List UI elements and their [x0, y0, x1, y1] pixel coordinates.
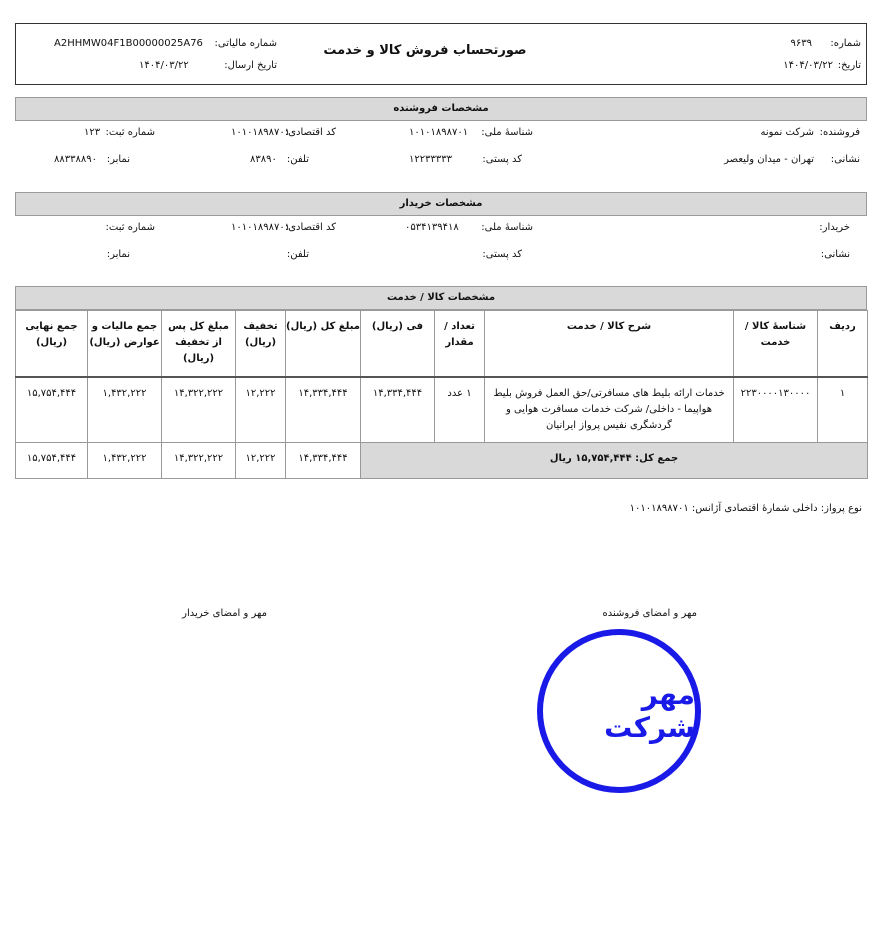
col-header-unit-price: فی (ریال): [361, 311, 435, 377]
seller-name-label: فروشنده:: [819, 127, 860, 138]
seller-phone-label: تلفن:: [286, 154, 309, 165]
seller-name-value: شرکت نمونه: [760, 127, 814, 138]
flight-note: نوع پرواز: داخلی شمارهٔ اقتصادی آژانس: ۱۰۱۰۱۸۹۸۷۰۱: [629, 503, 862, 514]
cell-after-discount: ۱۴,۳۲۲,۲۲۲: [162, 377, 236, 443]
company-stamp: [537, 629, 701, 793]
buyer-phone-label: تلفن:: [286, 249, 309, 260]
buyer-signature-label: مهر و امضای خریدار: [182, 608, 267, 619]
col-header-quantity: تعداد / مقدار: [435, 311, 485, 377]
invoice-date-label: تاریخ:: [837, 60, 861, 71]
summary-tax: ۱,۴۳۲,۲۲۲: [88, 443, 162, 479]
buyer-address-label: نشانی:: [820, 249, 850, 260]
col-header-discount: تخفیف (ریال): [236, 311, 286, 377]
invoice-title: صورتحساب فروش کالا و خدمت: [323, 43, 527, 58]
buyer-section-title: مشخصات خریدار: [15, 192, 867, 216]
col-header-after-discount: مبلغ کل پس از تخفیف (ریال): [162, 311, 236, 377]
table-row: [16, 377, 868, 443]
cell-final: ۱۵,۷۵۴,۴۴۴: [16, 377, 88, 443]
send-date-label: تاریخ ارسال:: [224, 60, 277, 71]
seller-economic-code-label: کد اقتصادی:: [284, 127, 336, 138]
cell-unit-price: ۱۴,۳۳۴,۴۴۴: [361, 377, 435, 443]
seller-section-title: مشخصات فروشنده: [15, 97, 867, 121]
seller-phone-value: ۸۳۸۹۰: [250, 154, 277, 165]
seller-economic-code-value: ۱۰۱۰۱۸۹۸۷۰۱: [231, 127, 291, 138]
cell-row-no: ۱: [818, 377, 868, 443]
buyer-economic-code-value: ۱۰۱۰۱۸۹۸۷۰۱: [231, 222, 291, 233]
col-header-row-no: ردیف: [818, 311, 868, 377]
seller-address-value: تهران - میدان ولیعصر: [724, 154, 814, 165]
col-header-final: جمع نهایی (ریال): [16, 311, 88, 377]
seller-address-label: نشانی:: [830, 154, 860, 165]
seller-registration-label: شماره ثبت:: [105, 127, 155, 138]
tax-number-value: A2HHMW04F1B00000025A76: [54, 38, 203, 49]
col-header-description: شرح کالا / خدمت: [485, 311, 734, 377]
seller-fax-label: نمابر:: [106, 154, 130, 165]
seller-postal-code-label: کد پستی:: [482, 154, 522, 165]
buyer-postal-code-label: کد پستی:: [482, 249, 522, 260]
invoice-number-value: ۹۶۳۹: [790, 38, 812, 49]
summary-final: ۱۵,۷۵۴,۴۴۴: [16, 443, 88, 479]
summary-discount: ۱۲,۲۲۲: [236, 443, 286, 479]
items-header-row: [16, 311, 868, 377]
buyer-economic-code-label: کد اقتصادی:: [284, 222, 336, 233]
col-header-tax: جمع مالیات و عوارض (ریال): [88, 311, 162, 377]
seller-postal-code-value: ۱۲۲۳۳۳۳۳: [409, 154, 452, 165]
cell-tax: ۱,۴۳۲,۲۲۲: [88, 377, 162, 443]
cell-quantity: ۱ عدد: [435, 377, 485, 443]
buyer-fax-label: نمابر:: [106, 249, 130, 260]
grand-total-label: جمع کل: ۱۵,۷۵۴,۴۴۴ ریال: [361, 443, 868, 479]
seller-signature-label: مهر و امضای فروشنده: [602, 608, 697, 619]
seller-registration-value: ۱۲۳: [84, 127, 101, 138]
buyer-national-id-value: ۰۵۳۴۱۳۹۴۱۸: [405, 222, 459, 233]
items-table: [15, 310, 868, 479]
cell-code: ۲۲۳۰۰۰۰۱۳۰۰۰۰: [734, 377, 818, 443]
seller-national-id-value: ۱۰۱۰۱۸۹۸۷۰۱: [409, 127, 469, 138]
summary-after-discount: ۱۴,۳۲۲,۲۲۲: [162, 443, 236, 479]
seller-fax-value: ۸۸۳۳۸۸۹۰: [54, 154, 97, 165]
seller-national-id-label: شناسهٔ ملی:: [481, 127, 533, 138]
col-header-total: مبلغ کل (ریال): [286, 311, 361, 377]
items-section-title: مشخصات کالا / خدمت: [15, 286, 867, 310]
cell-description: خدمات ارائه بلیط های مسافرتی/حق العمل فروش بلیط هواپیما - داخلی/ شرکت خدمات مسافرت هوایی و گردشگری نفیس پرواز ایرانیان: [485, 377, 734, 443]
col-header-code: شناسهٔ کالا / خدمت: [734, 311, 818, 377]
summary-total: ۱۴,۳۳۴,۴۴۴: [286, 443, 361, 479]
buyer-registration-label: شماره ثبت:: [105, 222, 155, 233]
tax-number-label: شماره مالیاتی:: [214, 38, 277, 49]
invoice-date-value: ۱۴۰۴/۰۳/۲۲: [783, 60, 833, 71]
buyer-national-id-label: شناسهٔ ملی:: [481, 222, 533, 233]
send-date-value: ۱۴۰۴/۰۳/۲۲: [139, 60, 189, 71]
summary-row: [16, 443, 868, 479]
invoice-number-label: شماره:: [830, 38, 861, 49]
buyer-name-label: خریدار:: [819, 222, 850, 233]
cell-discount: ۱۲,۲۲۲: [236, 377, 286, 443]
cell-total: ۱۴,۳۳۴,۴۴۴: [286, 377, 361, 443]
stamp-text: مهر شرکت: [604, 678, 695, 744]
